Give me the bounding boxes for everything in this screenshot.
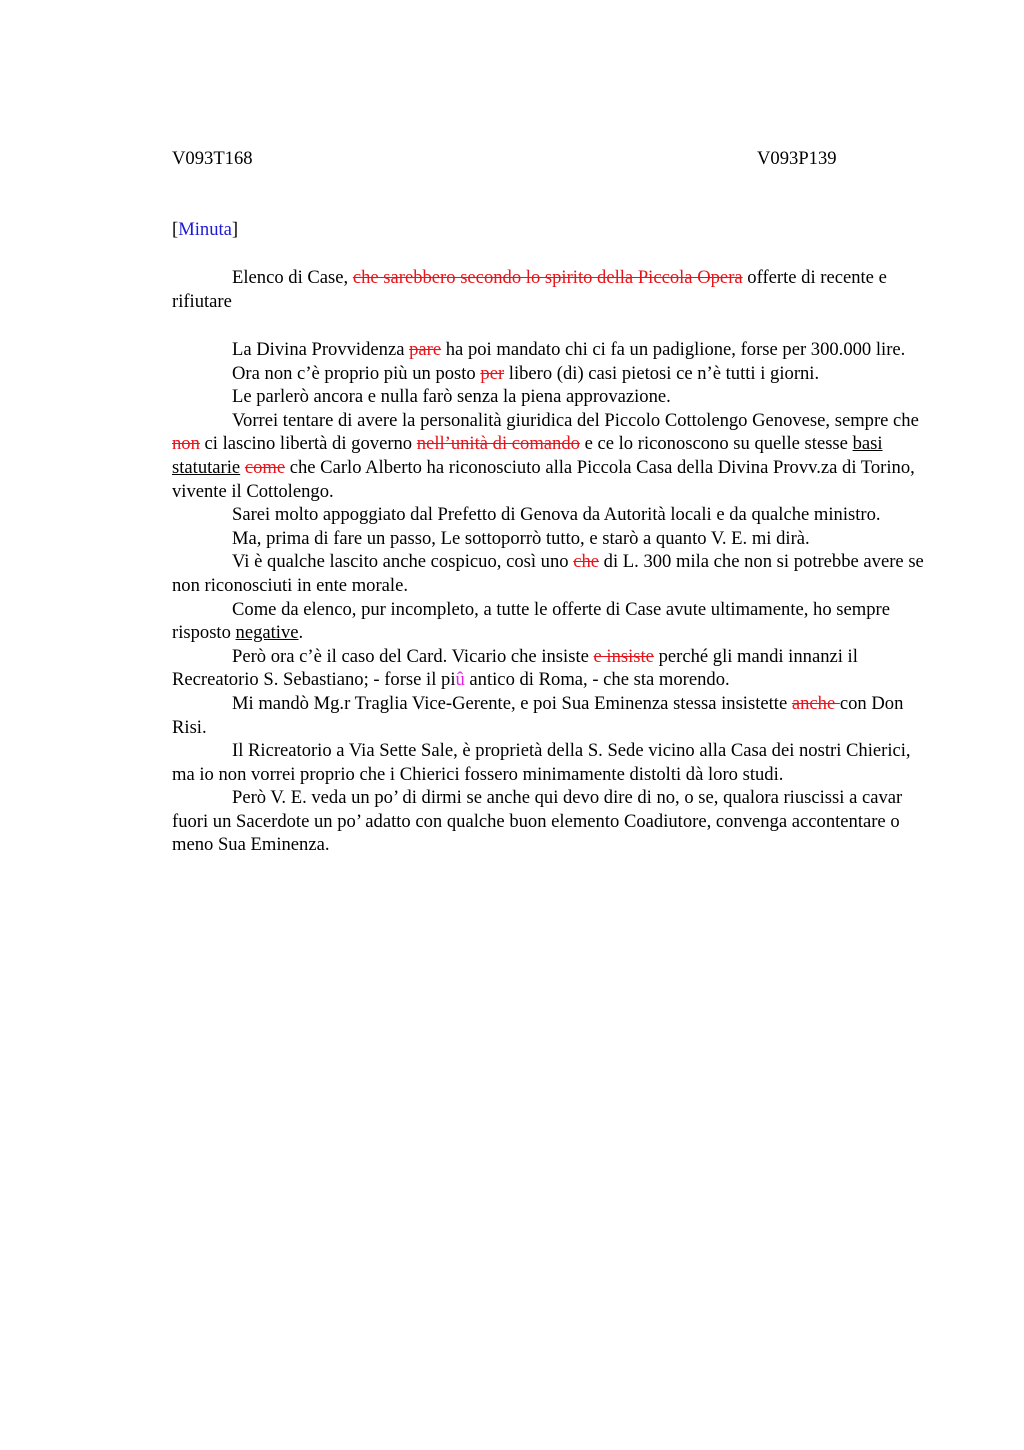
paragraph (172, 550, 932, 597)
text-run: Però ora c’è il caso del Card. Vicario che insiste (232, 645, 594, 667)
text-run: Sarei molto appoggiato dal Prefetto di Genova da Autorità locali e da qualche ministro. (232, 504, 881, 526)
paragraph (172, 739, 932, 786)
text-run: Vi è qualche lascito anche cospicuo, così uno (232, 551, 574, 573)
title-text-end: offerte di recente e rifiutare (172, 267, 887, 312)
text-run: Vorrei tentare di avere la personalità giuridica del Piccolo Cottolengo Genovese, sempre che (232, 409, 919, 431)
underlined-text: negative (235, 622, 299, 644)
deleted-text: come (244, 456, 286, 478)
paragraph (172, 786, 932, 857)
close-bracket: ] (231, 219, 239, 240)
paragraph (172, 409, 932, 503)
text-run: Le parlerò ancora e nulla farò senza la piena approvazione. (232, 386, 671, 408)
text-run: Il Ricreatorio a Via Sette Sale, è proprietà della S. Sede vicino alla Casa dei nostri Chierici, ma io non vorrei proprio che i Chierici fossero minimamente distolti dà loro studi. (172, 740, 911, 785)
deleted-text: nell’unità di comando (416, 433, 580, 455)
text-run: libero (di) casi pietosi ce n’è tutti i giorni. (504, 362, 820, 384)
paragraph (172, 385, 932, 409)
text-run: Ora non c’è proprio più un posto (232, 362, 481, 384)
deleted-text: anche (791, 692, 840, 714)
text-run: perché gli mandi innanzi il Recreatorio S. Sebastiano; - forse il pi (172, 645, 858, 691)
document-code-right: V093P139 (757, 148, 837, 169)
paragraph (172, 645, 932, 692)
deleted-text: e insiste (593, 645, 654, 667)
text-run: . (298, 622, 304, 644)
text-run: ha poi mandato chi ci fa un padiglione, forse per 300.000 lire. (441, 339, 906, 360)
text-run: La Divina Provvidenza (232, 339, 410, 360)
text-run: con Don Risi. (172, 692, 904, 738)
deleted-text: non (172, 433, 200, 455)
document-code-left: V093T168 (172, 148, 253, 169)
paragraph (172, 527, 932, 551)
text-run: di L. 300 mila che non si potrebbe avere se non riconosciuti in ente morale. (172, 551, 924, 596)
text-run: ci lascino libertà di governo (199, 433, 417, 455)
open-bracket: [ (172, 219, 179, 240)
underlined-text: basi statutarie (172, 433, 883, 478)
paragraph (172, 503, 932, 527)
letter-body (172, 338, 932, 857)
paragraph (172, 692, 932, 739)
title-text-start: Elenco di Case, (232, 267, 353, 288)
title-block (172, 266, 932, 313)
section-label (172, 219, 238, 241)
text-run: antico di Roma, - che sta morendo. (464, 669, 730, 691)
text-run: Mi mandò Mg.r Traglia Vice-Gerente, e poi Sua Eminenza stessa insistette (232, 692, 792, 714)
document-title (172, 266, 932, 313)
title-deletion: che sarebbero secondo lo spirito della Piccola Opera (352, 267, 743, 288)
minuta-label: Minuta (178, 219, 232, 240)
paragraph (172, 598, 932, 645)
text-run: Come da elenco, pur incompleto, a tutte le offerte di Case avute ultimamente, ho sempre risposto (172, 598, 890, 644)
deleted-text: per (480, 362, 505, 384)
text-run: e ce lo riconoscono su quelle stesse (579, 433, 853, 455)
highlighted-character: û (455, 669, 465, 691)
text-run: che Carlo Alberto ha riconosciuto alla Piccola Casa della Divina Provv.za di Torino, vivente il Cottolengo. (172, 456, 915, 502)
paragraph (172, 362, 932, 386)
deleted-text: pare (409, 339, 442, 360)
text-run: Però V. E. veda un po’ di dirmi se anche qui devo dire di no, o se, qualora riuscissi a cavar fuori un Sacerdote un po’ adatto con qualche buon elemento Coadiutore, convenga accontentare o meno Sua Eminenza. (172, 787, 903, 856)
text-run: Ma, prima di fare un passo, Le sottoporrò tutto, e starò a quanto V. E. mi dirà. (232, 527, 810, 549)
deleted-text: che (573, 551, 600, 573)
paragraph (172, 338, 932, 362)
